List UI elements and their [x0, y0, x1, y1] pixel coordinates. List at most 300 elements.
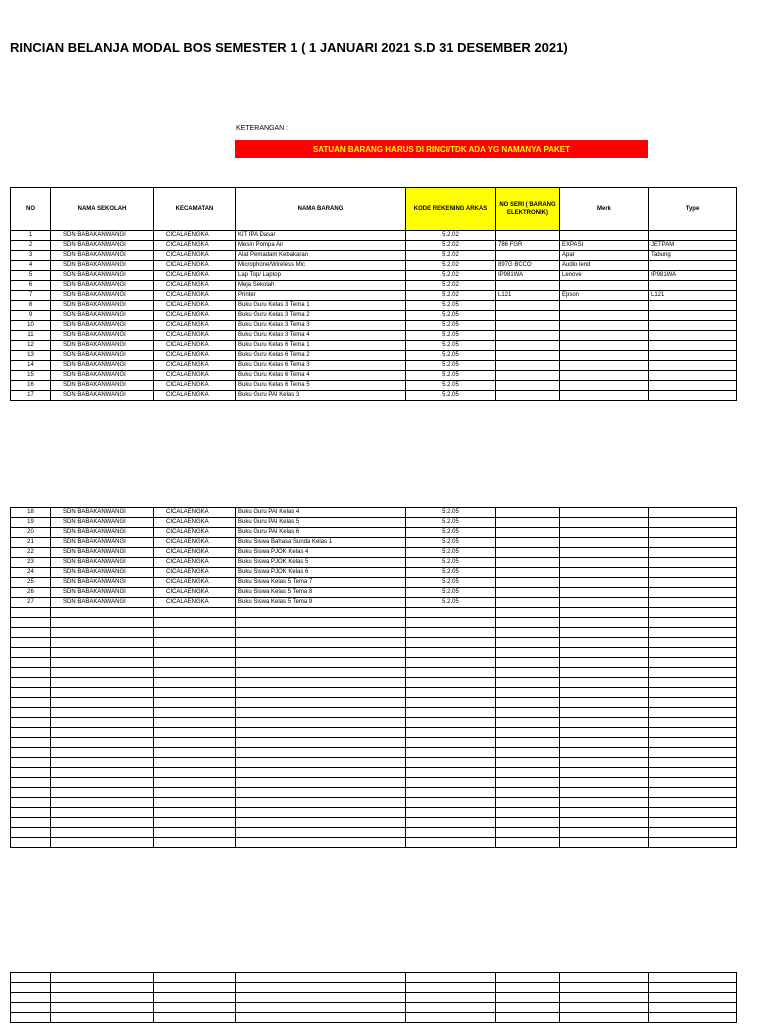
header-kecamatan: KECAMATAN [154, 188, 236, 231]
cell-nama-barang: Microphone/Wireless Mic [236, 261, 406, 271]
cell-merk [560, 983, 649, 993]
cell-merk [560, 768, 649, 778]
cell-merk: EXPASI [560, 241, 649, 251]
cell-type [649, 658, 737, 668]
cell-kecamatan: CICALAENGKA [154, 321, 236, 331]
cell-merk [560, 578, 649, 588]
cell-kecamatan: CICALAENGKA [154, 331, 236, 341]
cell-no: 3 [11, 251, 51, 261]
cell-kecamatan: CICALAENGKA [154, 508, 236, 518]
cell-type [649, 993, 737, 1003]
cell-no: 14 [11, 361, 51, 371]
cell-merk [560, 1003, 649, 1013]
empty-row [11, 658, 737, 668]
cell-nama-sekolah: SDN BABAKANWANGI [51, 391, 154, 401]
cell-no: 7 [11, 291, 51, 301]
cell-no: 19 [11, 518, 51, 528]
cell-nama-barang [236, 678, 406, 688]
cell-nama-sekolah: SDN BABAKANWANGI [51, 588, 154, 598]
cell-kecamatan [154, 678, 236, 688]
cell-nama-barang [236, 608, 406, 618]
cell-no-seri [496, 638, 560, 648]
cell-kecamatan [154, 768, 236, 778]
cell-no [11, 768, 51, 778]
empty-row [11, 1013, 737, 1023]
cell-kecamatan: CICALAENGKA [154, 351, 236, 361]
cell-type [649, 758, 737, 768]
cell-kecamatan [154, 828, 236, 838]
cell-kode-rekening [406, 1013, 496, 1023]
cell-no: 5 [11, 271, 51, 281]
cell-kecamatan: CICALAENGKA [154, 361, 236, 371]
cell-type [649, 828, 737, 838]
cell-kecamatan [154, 1013, 236, 1023]
cell-merk [560, 391, 649, 401]
cell-no-seri [496, 518, 560, 528]
cell-kecamatan: CICALAENGKA [154, 281, 236, 291]
cell-type [649, 738, 737, 748]
cell-kecamatan: CICALAENGKA [154, 548, 236, 558]
cell-no: 18 [11, 508, 51, 518]
cell-type [649, 261, 737, 271]
cell-kode-rekening [406, 818, 496, 828]
cell-nama-barang: KIT IPA Dasar [236, 231, 406, 241]
cell-nama-sekolah: SDN BABAKANWANGI [51, 341, 154, 351]
cell-no: 13 [11, 351, 51, 361]
cell-nama-barang: Buku Siswa Bahasa Sunda Kelas 1 [236, 538, 406, 548]
empty-row [11, 808, 737, 818]
cell-nama-barang: Printer [236, 291, 406, 301]
cell-nama-barang: Buku Siswa Kelas 5 Tema 7 [236, 578, 406, 588]
cell-merk [560, 331, 649, 341]
cell-no-seri [496, 578, 560, 588]
cell-type [649, 708, 737, 718]
cell-no [11, 1003, 51, 1013]
table-row [11, 261, 737, 271]
cell-nama-sekolah [51, 628, 154, 638]
cell-no-seri [496, 528, 560, 538]
cell-type [649, 638, 737, 648]
cell-type [649, 351, 737, 361]
cell-kode-rekening [406, 788, 496, 798]
cell-no-seri [496, 828, 560, 838]
cell-merk [560, 798, 649, 808]
cell-nama-sekolah [51, 668, 154, 678]
header-kode-rekening: KODE REKENING ARKAS [406, 188, 496, 231]
empty-row [11, 758, 737, 768]
cell-nama-sekolah: SDN BABAKANWANGI [51, 291, 154, 301]
keterangan-label: KETERANGAN : [236, 125, 289, 132]
cell-nama-sekolah [51, 818, 154, 828]
cell-no-seri: 897G BCCO [496, 261, 560, 271]
cell-no: 17 [11, 391, 51, 401]
cell-no-seri: 786 FGR [496, 241, 560, 251]
empty-row [11, 828, 737, 838]
cell-no: 12 [11, 341, 51, 351]
cell-kode-rekening: 5.2.05 [406, 391, 496, 401]
cell-kecamatan: CICALAENGKA [154, 311, 236, 321]
cell-kode-rekening: 5.2.05 [406, 588, 496, 598]
cell-no-seri [496, 973, 560, 983]
cell-nama-barang: Buku Guru PAI Kelas 5 [236, 518, 406, 528]
cell-no-seri [496, 758, 560, 768]
cell-no: 16 [11, 381, 51, 391]
cell-merk [560, 508, 649, 518]
cell-no-seri [496, 688, 560, 698]
cell-merk [560, 371, 649, 381]
table-row [11, 301, 737, 311]
cell-nama-sekolah [51, 708, 154, 718]
cell-merk [560, 588, 649, 598]
cell-kecamatan [154, 993, 236, 1003]
cell-nama-sekolah: SDN BABAKANWANGI [51, 241, 154, 251]
cell-type [649, 668, 737, 678]
cell-kecamatan [154, 718, 236, 728]
cell-no-seri [496, 818, 560, 828]
cell-nama-barang: Buku Guru Kelas 3 Tema 4 [236, 331, 406, 341]
cell-no-seri [496, 351, 560, 361]
cell-kecamatan [154, 798, 236, 808]
cell-merk [560, 568, 649, 578]
cell-no [11, 658, 51, 668]
cell-no-seri [496, 798, 560, 808]
cell-kecamatan [154, 758, 236, 768]
cell-no [11, 788, 51, 798]
cell-no [11, 728, 51, 738]
table-row [11, 251, 737, 261]
cell-type [649, 538, 737, 548]
cell-kode-rekening [406, 768, 496, 778]
cell-kecamatan [154, 648, 236, 658]
cell-merk [560, 281, 649, 291]
cell-no [11, 818, 51, 828]
cell-kecamatan: CICALAENGKA [154, 538, 236, 548]
cell-no-seri [496, 678, 560, 688]
cell-nama-sekolah: SDN BABAKANWANGI [51, 311, 154, 321]
cell-no-seri [496, 838, 560, 848]
cell-kode-rekening: 5.2.05 [406, 321, 496, 331]
cell-type [649, 588, 737, 598]
cell-no [11, 973, 51, 983]
cell-nama-barang: Buku Siswa Kelas 5 Tema 9 [236, 598, 406, 608]
cell-no-seri [496, 1003, 560, 1013]
cell-kecamatan [154, 728, 236, 738]
cell-kode-rekening: 5.2.05 [406, 518, 496, 528]
cell-kecamatan [154, 688, 236, 698]
table-row [11, 321, 737, 331]
cell-nama-barang: Mesin Pompa Air [236, 241, 406, 251]
cell-nama-sekolah [51, 618, 154, 628]
cell-nama-barang [236, 808, 406, 818]
cell-merk [560, 993, 649, 1003]
cell-nama-barang: Buku Guru Kelas 3 Tema 2 [236, 311, 406, 321]
cell-kode-rekening [406, 1003, 496, 1013]
cell-nama-barang [236, 658, 406, 668]
cell-no [11, 758, 51, 768]
cell-kode-rekening [406, 668, 496, 678]
empty-row [11, 618, 737, 628]
cell-kecamatan [154, 638, 236, 648]
table-body-block-3 [11, 973, 737, 1023]
cell-nama-barang: Alat Pemadam Kebakaran [236, 251, 406, 261]
cell-nama-sekolah: SDN BABAKANWANGI [51, 578, 154, 588]
cell-kode-rekening: 5.2.02 [406, 271, 496, 281]
cell-kecamatan [154, 698, 236, 708]
cell-merk [560, 628, 649, 638]
cell-no-seri [496, 648, 560, 658]
cell-kode-rekening [406, 688, 496, 698]
cell-nama-sekolah: SDN BABAKANWANGI [51, 548, 154, 558]
cell-no: 10 [11, 321, 51, 331]
cell-kecamatan: CICALAENGKA [154, 391, 236, 401]
table-row [11, 341, 737, 351]
cell-no-seri [496, 251, 560, 261]
cell-no-seri [496, 301, 560, 311]
table-row [11, 371, 737, 381]
cell-no: 1 [11, 231, 51, 241]
cell-merk: Apar [560, 251, 649, 261]
cell-type [649, 321, 737, 331]
cell-kecamatan [154, 788, 236, 798]
cell-kode-rekening [406, 648, 496, 658]
cell-merk: Epson [560, 291, 649, 301]
cell-type [649, 558, 737, 568]
cell-type [649, 518, 737, 528]
empty-row [11, 698, 737, 708]
cell-no-seri [496, 728, 560, 738]
cell-type [649, 231, 737, 241]
cell-kecamatan [154, 738, 236, 748]
cell-nama-sekolah: SDN BABAKANWANGI [51, 331, 154, 341]
cell-nama-barang [236, 628, 406, 638]
cell-no-seri [496, 588, 560, 598]
cell-no-seri [496, 778, 560, 788]
empty-row [11, 1003, 737, 1013]
table-row [11, 558, 737, 568]
cell-no-seri [496, 558, 560, 568]
cell-nama-sekolah: SDN BABAKANWANGI [51, 598, 154, 608]
cell-kode-rekening: 5.2.05 [406, 548, 496, 558]
cell-type [649, 391, 737, 401]
cell-merk [560, 321, 649, 331]
cell-nama-barang: Buku Siswa PJOK Kelas 6 [236, 568, 406, 578]
cell-merk [560, 548, 649, 558]
cell-no-seri [496, 371, 560, 381]
table-body-block-1 [11, 231, 737, 401]
cell-no-seri [496, 718, 560, 728]
cell-kecamatan [154, 818, 236, 828]
cell-kode-rekening [406, 708, 496, 718]
cell-kode-rekening: 5.2.05 [406, 598, 496, 608]
cell-no [11, 808, 51, 818]
cell-no-seri [496, 698, 560, 708]
cell-kode-rekening [406, 628, 496, 638]
cell-kecamatan: CICALAENGKA [154, 231, 236, 241]
cell-nama-sekolah: SDN BABAKANWANGI [51, 281, 154, 291]
cell-kode-rekening [406, 838, 496, 848]
cell-merk: Audio lend [560, 261, 649, 271]
cell-type: Tabung [649, 251, 737, 261]
cell-nama-sekolah: SDN BABAKANWANGI [51, 528, 154, 538]
cell-type [649, 798, 737, 808]
cell-nama-barang [236, 778, 406, 788]
cell-type [649, 361, 737, 371]
cell-no-seri [496, 361, 560, 371]
cell-nama-barang: Buku Guru PAI Kelas 4 [236, 508, 406, 518]
cell-kode-rekening: 5.2.05 [406, 361, 496, 371]
cell-nama-barang [236, 798, 406, 808]
cell-kode-rekening: 5.2.02 [406, 251, 496, 261]
cell-merk [560, 838, 649, 848]
cell-nama-sekolah: SDN BABAKANWANGI [51, 371, 154, 381]
cell-type [649, 768, 737, 778]
cell-no: 4 [11, 261, 51, 271]
cell-kode-rekening [406, 798, 496, 808]
cell-type [649, 838, 737, 848]
cell-nama-sekolah [51, 808, 154, 818]
cell-no [11, 608, 51, 618]
cell-no-seri [496, 708, 560, 718]
table-row [11, 311, 737, 321]
items-table-block-3 [10, 972, 737, 1023]
cell-kode-rekening [406, 678, 496, 688]
empty-row [11, 628, 737, 638]
cell-nama-sekolah: SDN BABAKANWANGI [51, 518, 154, 528]
cell-merk [560, 231, 649, 241]
cell-type [649, 678, 737, 688]
cell-no: 6 [11, 281, 51, 291]
cell-kecamatan: CICALAENGKA [154, 301, 236, 311]
cell-nama-barang [236, 983, 406, 993]
empty-row [11, 718, 737, 728]
cell-type: L121 [649, 291, 737, 301]
header-nama-barang: NAMA BARANG [236, 188, 406, 231]
cell-nama-barang: Buku Guru Kelas 6 Tema 1 [236, 341, 406, 351]
cell-type: IP981WA [649, 271, 737, 281]
cell-nama-sekolah: SDN BABAKANWANGI [51, 321, 154, 331]
empty-row [11, 648, 737, 658]
cell-kecamatan [154, 983, 236, 993]
cell-kode-rekening: 5.2.05 [406, 351, 496, 361]
cell-nama-sekolah [51, 638, 154, 648]
cell-no [11, 698, 51, 708]
table-row [11, 588, 737, 598]
cell-type [649, 618, 737, 628]
cell-no: 25 [11, 578, 51, 588]
cell-kode-rekening: 5.2.02 [406, 231, 496, 241]
cell-no-seri [496, 768, 560, 778]
cell-kode-rekening [406, 973, 496, 983]
cell-merk [560, 658, 649, 668]
cell-no [11, 668, 51, 678]
empty-row [11, 678, 737, 688]
cell-kode-rekening: 5.2.05 [406, 508, 496, 518]
cell-merk [560, 638, 649, 648]
cell-nama-sekolah: SDN BABAKANWANGI [51, 558, 154, 568]
cell-type [649, 598, 737, 608]
cell-kecamatan: CICALAENGKA [154, 568, 236, 578]
cell-no: 15 [11, 371, 51, 381]
cell-type [649, 371, 737, 381]
cell-no: 9 [11, 311, 51, 321]
cell-nama-barang [236, 748, 406, 758]
header-row [11, 188, 737, 231]
cell-no: 21 [11, 538, 51, 548]
cell-kode-rekening [406, 698, 496, 708]
cell-kecamatan: CICALAENGKA [154, 558, 236, 568]
cell-kecamatan [154, 618, 236, 628]
cell-kecamatan [154, 608, 236, 618]
cell-nama-barang [236, 648, 406, 658]
empty-row [11, 788, 737, 798]
cell-nama-sekolah [51, 838, 154, 848]
cell-nama-barang [236, 758, 406, 768]
empty-row [11, 818, 737, 828]
cell-kode-rekening [406, 828, 496, 838]
cell-nama-sekolah [51, 798, 154, 808]
cell-kecamatan [154, 668, 236, 678]
cell-kode-rekening: 5.2.02 [406, 281, 496, 291]
cell-merk [560, 558, 649, 568]
table-body-block-2 [11, 508, 737, 848]
cell-type [649, 311, 737, 321]
cell-type [649, 381, 737, 391]
empty-row [11, 778, 737, 788]
cell-merk [560, 341, 649, 351]
cell-nama-barang: Buku Guru Kelas 3 Tema 3 [236, 321, 406, 331]
cell-no [11, 678, 51, 688]
cell-nama-sekolah [51, 973, 154, 983]
cell-kecamatan [154, 748, 236, 758]
cell-kode-rekening: 5.2.02 [406, 291, 496, 301]
cell-kode-rekening [406, 738, 496, 748]
cell-nama-barang [236, 688, 406, 698]
cell-no [11, 1013, 51, 1023]
cell-nama-sekolah: SDN BABAKANWANGI [51, 538, 154, 548]
cell-type [649, 973, 737, 983]
cell-merk [560, 738, 649, 748]
cell-merk [560, 728, 649, 738]
cell-kode-rekening [406, 993, 496, 1003]
cell-nama-sekolah [51, 788, 154, 798]
cell-no-seri [496, 341, 560, 351]
cell-type: JETPAM [649, 241, 737, 251]
cell-type [649, 341, 737, 351]
cell-nama-barang: Buku Guru PAI Kelas 6 [236, 528, 406, 538]
cell-nama-barang: Buku Guru Kelas 3 Tema 1 [236, 301, 406, 311]
cell-kode-rekening: 5.2.02 [406, 241, 496, 251]
cell-kecamatan [154, 778, 236, 788]
cell-merk [560, 748, 649, 758]
cell-nama-barang [236, 993, 406, 1003]
cell-no-seri [496, 538, 560, 548]
cell-type [649, 788, 737, 798]
table-row [11, 578, 737, 588]
cell-nama-barang: Buku Guru PAI Kelas 3 [236, 391, 406, 401]
cell-type [649, 728, 737, 738]
cell-no: 20 [11, 528, 51, 538]
cell-nama-sekolah [51, 983, 154, 993]
header-type: Type [649, 188, 737, 231]
cell-kecamatan: CICALAENGKA [154, 518, 236, 528]
cell-nama-sekolah [51, 658, 154, 668]
table-row [11, 331, 737, 341]
cell-nama-sekolah: SDN BABAKANWANGI [51, 261, 154, 271]
cell-type [649, 698, 737, 708]
cell-kode-rekening [406, 728, 496, 738]
cell-type [649, 508, 737, 518]
cell-no-seri [496, 508, 560, 518]
